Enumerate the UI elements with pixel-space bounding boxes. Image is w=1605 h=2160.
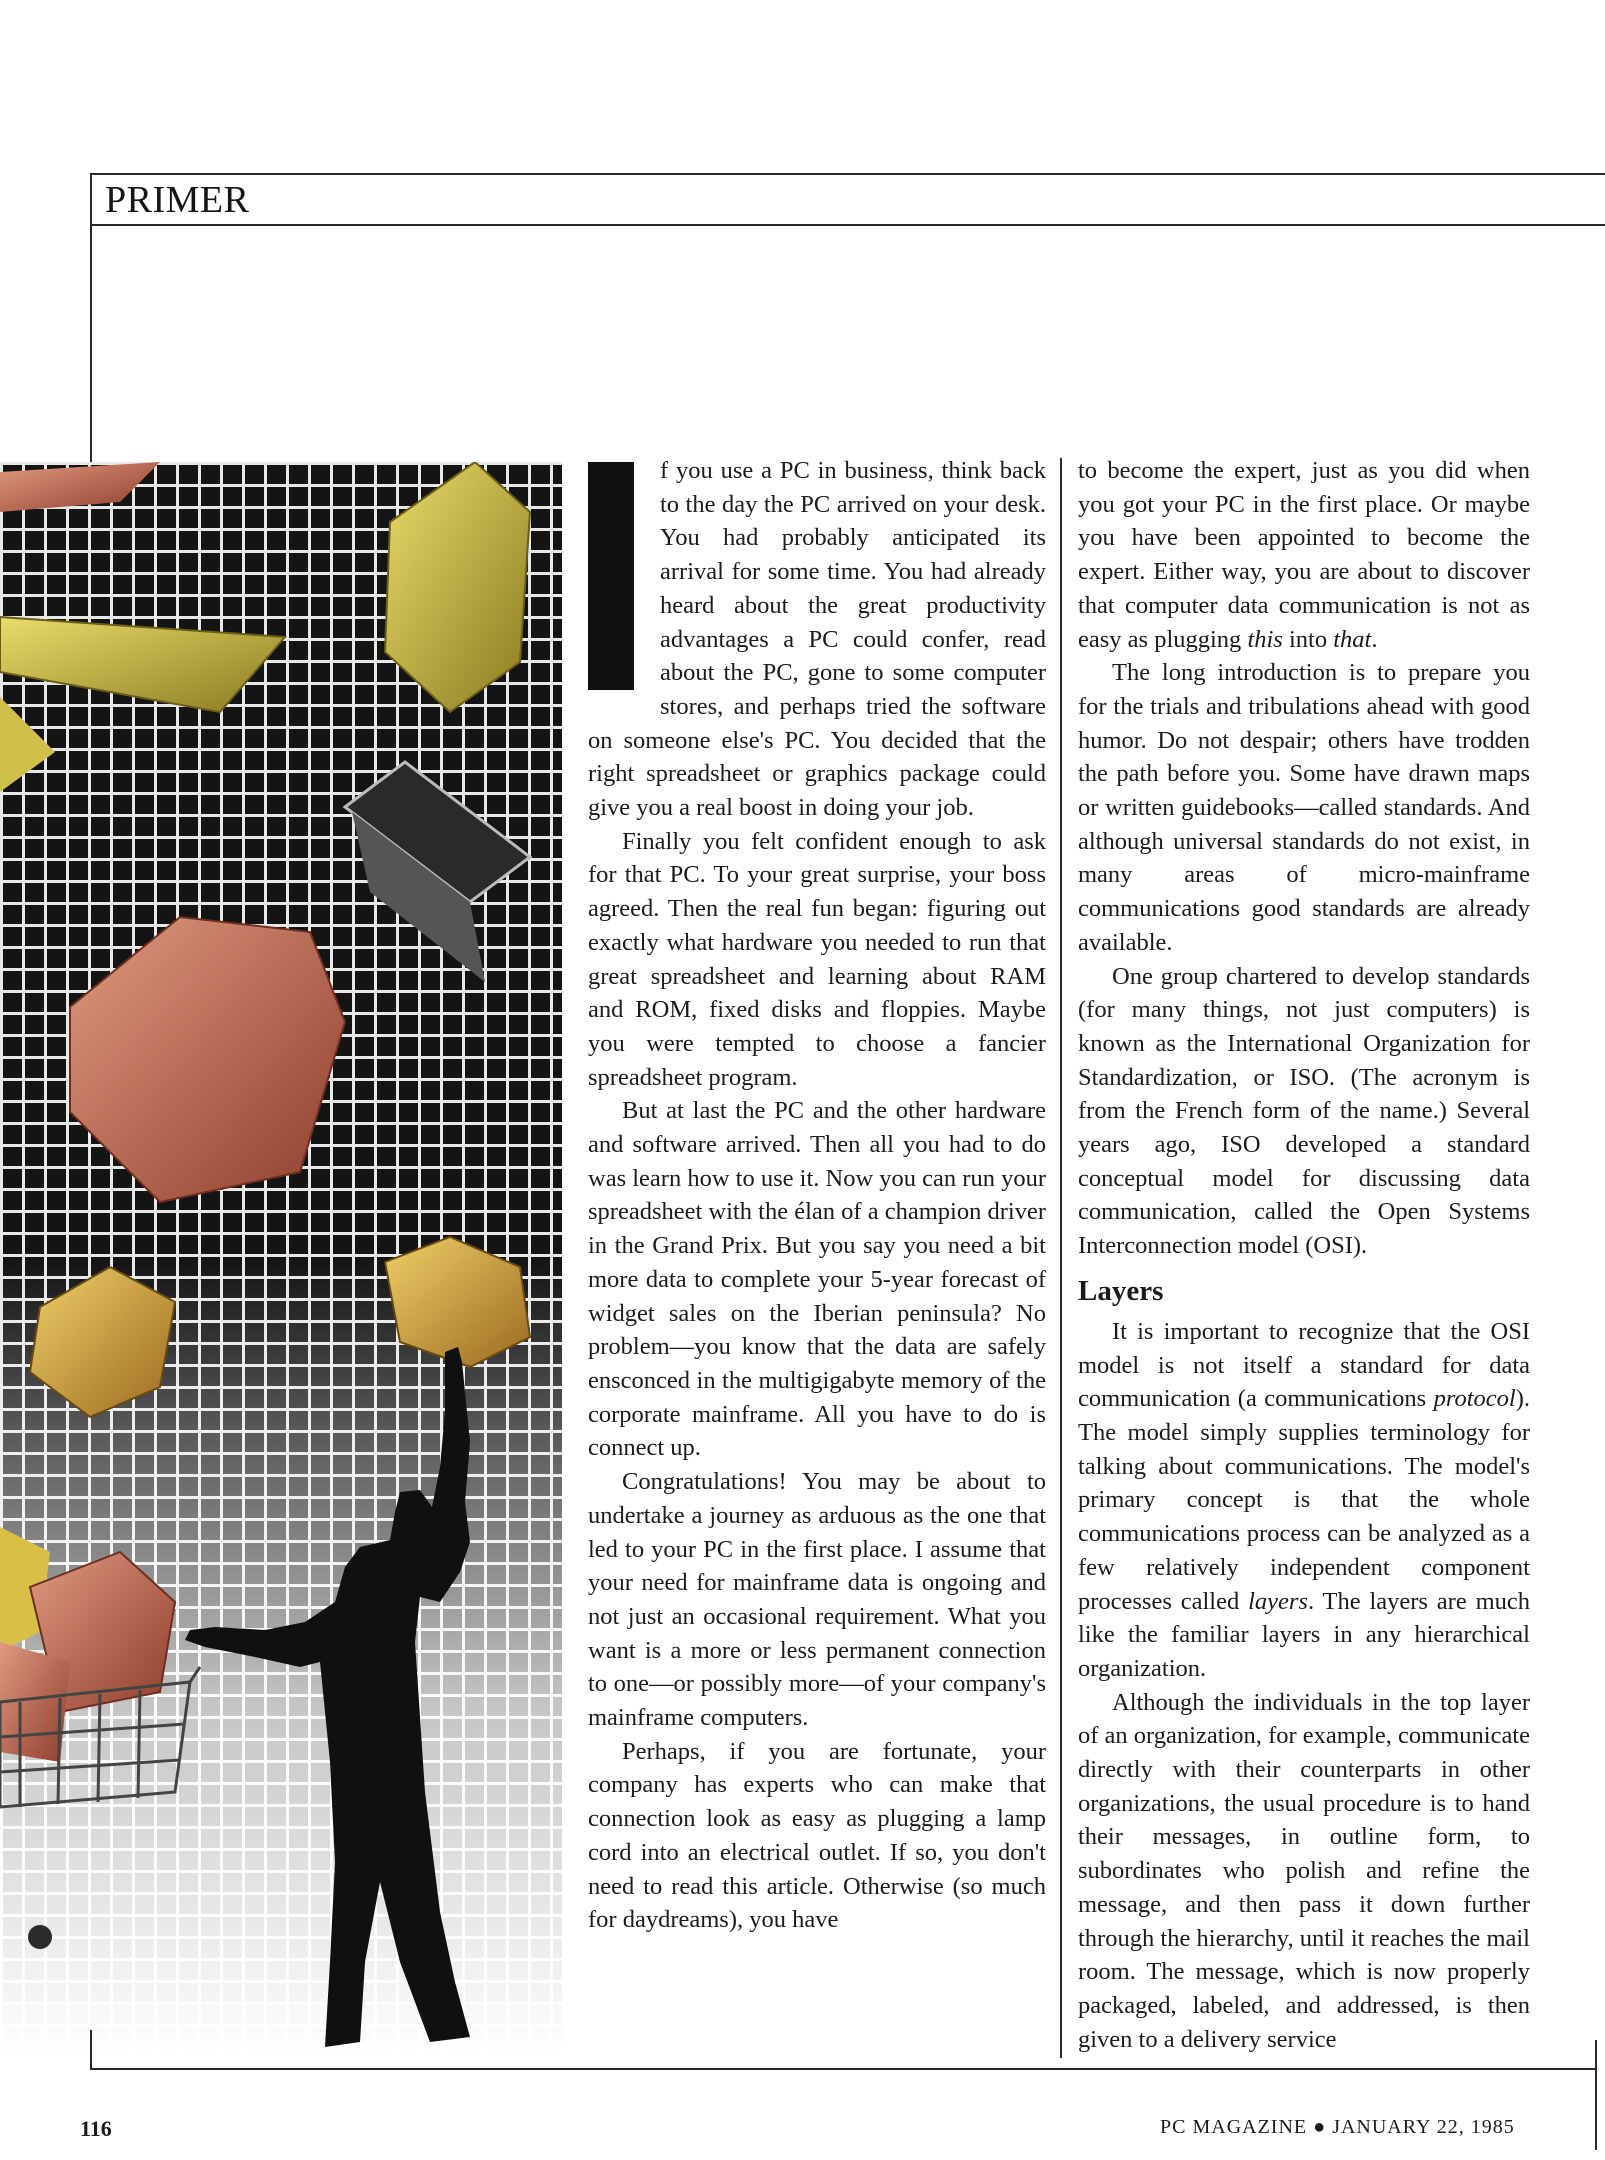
article-paragraph: It is important to recognize that the OSI model is not itself a standard for data communication (a communications protocol). The model simply supplies terminology for talking about communications. The model's primary concept is that the whole communications process can be analyzed as a few relatively independent component processes called layers. The layers are much like the familiar layers in any hierarchical organization.	[1078, 1317, 1531, 1682]
header-rule-top	[90, 173, 1605, 175]
article-paragraph: to become the expert, just as you did when you got your PC in the first place. Or maybe you have been appointed to become the expert. Either way, you are about to discover that computer data communication is not as easy as plugging this into that.	[1078, 457, 1530, 653]
drop-cap	[588, 462, 634, 690]
column-divider	[1060, 458, 1062, 2058]
article-illustration	[0, 462, 562, 2054]
footer-rule	[90, 2068, 1595, 2070]
article-paragraph: Perhaps, if you are fortunate, your company has experts who can make that connection look as easy as plugging a lamp cord into an electrical outlet. If so, you don't need to read this article. Otherwise (so much for daydreams), you have	[588, 1737, 1046, 1934]
section-heading: Layers	[1078, 1274, 1164, 1307]
article-column-1	[588, 454, 1046, 1937]
article-column-2	[1078, 454, 1530, 2056]
footer-rule-right	[1595, 2040, 1597, 2150]
article-paragraph: Congratulations! You may be about to undertake a journey as arduous as the one that led to your PC in the first place. I assume that your need for mainframe data is ongoing and not just an occasional requirement. What you want is a more or less permanent connection to one—or possibly more—of your company's mainframe computers.	[588, 1468, 1046, 1732]
section-title: PRIMER	[105, 179, 250, 221]
cart-wheel-shape	[28, 1925, 52, 1949]
header-rule-bottom	[90, 224, 1605, 226]
page-number: 116	[80, 2116, 112, 2141]
header-rule-left	[90, 173, 92, 463]
article-paragraph: f you use a PC in business, think back to the day the PC arrived on your desk. You had probably anticipated its arrival for some time. You had already heard about the great productivity advantages a PC could confer, read about the PC, gone to some computer stores, and perhaps tried the software on someone else's PC. You decided that the right spreadsheet or graphics package could give you a real boost in doing your job.	[588, 457, 1046, 822]
article-paragraph: One group chartered to develop standards (for many things, not just computers) is known as the International Organization for Standardization, or ISO. (The acronym is from the French form of the name.) Several years ago, ISO developed a standard conceptual model for discussing data communication, called the Open Systems Interconnection model (OSI).	[1078, 962, 1530, 1260]
article-paragraph: The long introduction is to prepare you for the trials and tribulations ahead with good humor. Do not despair; others have trodden the path before you. Some have drawn maps or written guidebooks—called standards. And although universal standards do not exist, in many areas of micro-mainframe communications good standards are already available.	[1078, 659, 1530, 956]
article-paragraph: But at last the PC and the other hardware and software arrived. Then all you had to do was learn how to use it. Now you can run your spreadsheet with the élan of a champion driver in the Grand Prix. But you say you need a bit more data to complete your 5-year forecast of widget sales on the Iberian peninsula? No problem—you know that the data are safely ensconced in the multigigabyte memory of the corporate mainframe. All you have to do is connect up.	[588, 1097, 1046, 1462]
magazine-folio: PC MAGAZINE ● JANUARY 22, 1985	[1160, 2116, 1515, 2138]
footer-rule-left	[90, 2030, 92, 2070]
article-paragraph: Although the individuals in the top layer of an organization, for example, communicate directly with their counterparts in other organizations, the usual procedure is to hand their messages, in outline form, to subordinates who polish and refine the message, and then pass it down further through the hierarchy, until it reaches the mail room. The message, which is now properly packaged, labeled, and addressed, is then given to a delivery service	[1078, 1688, 1530, 2053]
article-paragraph: Finally you felt confident enough to ask for that PC. To your great surprise, your boss agreed. Then the real fun began: figuring out exactly what hardware you needed to run that great spreadsheet and learning about RAM and ROM, fixed disks and floppies. Maybe you were tempted to choose a fancier spreadsheet program.	[588, 827, 1046, 1091]
